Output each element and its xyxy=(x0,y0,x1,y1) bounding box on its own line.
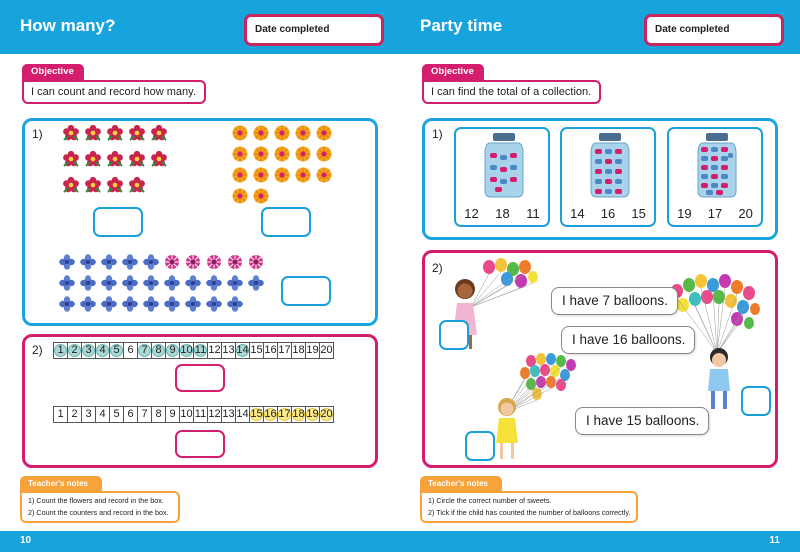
note-item: 1) Circle the correct number of sweets. xyxy=(428,496,552,505)
number-cell xyxy=(193,406,208,423)
number-cell xyxy=(165,342,180,359)
number-cell xyxy=(249,406,264,423)
cell-number: 17 xyxy=(278,344,291,356)
number-cell xyxy=(123,406,138,423)
cell-number: 20 xyxy=(320,408,333,420)
question-number: 1) xyxy=(32,127,43,141)
number-cell xyxy=(221,406,236,423)
jar-option[interactable]: 19 xyxy=(677,206,692,221)
page-header xyxy=(400,0,800,54)
cell-number: 15 xyxy=(250,408,263,420)
teachers-notes-box xyxy=(20,491,180,523)
number-cell xyxy=(193,342,208,359)
number-cell xyxy=(109,342,124,359)
jar-option[interactable]: 20 xyxy=(738,206,753,221)
jar-option[interactable]: 18 xyxy=(495,206,510,221)
cell-number: 10 xyxy=(180,344,193,356)
question-number: 1) xyxy=(432,127,443,141)
number-cell xyxy=(109,406,124,423)
child-icon xyxy=(708,348,730,409)
number-cell xyxy=(123,342,138,359)
sweet-jar-card-2[interactable] xyxy=(560,127,656,227)
number-cell xyxy=(207,406,222,423)
page-number: 11 xyxy=(769,535,780,546)
speech-bubble-2: I have 16 balloons. xyxy=(561,326,695,354)
number-cell xyxy=(235,406,250,423)
answer-box-track-2[interactable] xyxy=(175,430,225,458)
number-cell xyxy=(81,342,96,359)
cell-number: 2 xyxy=(71,344,78,356)
date-completed-field[interactable]: Date completed xyxy=(244,14,384,46)
sweet-jar-icon xyxy=(694,133,740,199)
page-header xyxy=(0,0,400,54)
number-cell xyxy=(221,342,236,359)
right-page xyxy=(400,0,800,552)
cell-number: 6 xyxy=(127,344,134,356)
number-cell xyxy=(95,406,110,423)
objective-text: I can count and record how many. xyxy=(22,80,206,104)
number-cell xyxy=(235,342,250,359)
jar-options xyxy=(669,206,761,221)
orange-flowers-group xyxy=(232,125,342,209)
cell-number: 13 xyxy=(222,408,235,420)
page-title: How many? xyxy=(20,16,116,35)
cell-number: 1 xyxy=(57,408,64,420)
date-completed-field[interactable]: Date completed xyxy=(644,14,784,46)
sweet-jar-icon xyxy=(481,133,527,199)
jar-option[interactable]: 12 xyxy=(464,206,479,221)
note-item: 2) Count the counters and record in the box. xyxy=(28,508,169,517)
cell-number: 17 xyxy=(278,408,291,420)
page-footer xyxy=(0,531,400,552)
number-cell xyxy=(319,406,334,423)
number-track-1 xyxy=(53,342,333,359)
objective-tab: Objective xyxy=(422,64,484,80)
number-cell xyxy=(263,406,278,423)
number-cell xyxy=(291,342,306,359)
number-cell xyxy=(305,342,320,359)
speech-bubble-3: I have 15 balloons. xyxy=(575,407,709,435)
number-cell xyxy=(137,342,152,359)
question-1-panel xyxy=(22,118,378,326)
number-cell xyxy=(151,342,166,359)
cell-number: 16 xyxy=(264,344,277,356)
cell-number: 11 xyxy=(194,344,207,356)
note-item: 2) Tick if the child has counted the number of balloons correctly. xyxy=(428,508,631,517)
jar-option[interactable]: 16 xyxy=(600,206,616,221)
number-cell xyxy=(53,342,68,359)
cell-number: 7 xyxy=(141,408,148,420)
answer-box-orange-flowers[interactable] xyxy=(261,207,311,237)
magenta-flower-icon xyxy=(165,255,263,269)
cell-number: 16 xyxy=(264,408,277,420)
number-cell xyxy=(179,342,194,359)
red-flower-icon xyxy=(63,125,167,192)
cell-number: 11 xyxy=(194,408,207,420)
page-title: Party time xyxy=(420,16,503,35)
child-icon xyxy=(496,398,518,459)
red-flowers-group xyxy=(63,125,179,201)
jar-options xyxy=(562,206,654,221)
jar-option[interactable]: 14 xyxy=(570,206,585,221)
number-cell xyxy=(67,342,82,359)
number-cell xyxy=(291,406,306,423)
cell-number: 12 xyxy=(208,344,221,356)
teachers-notes-tab: Teacher's notes xyxy=(420,476,502,492)
number-cell xyxy=(95,342,110,359)
number-cell xyxy=(207,342,222,359)
page-number: 10 xyxy=(20,535,32,546)
objective-tab: Objective xyxy=(22,64,84,80)
jar-option[interactable]: 11 xyxy=(526,206,540,221)
cell-number: 3 xyxy=(85,408,92,420)
number-cell xyxy=(53,406,68,423)
balloon-icon xyxy=(471,258,538,307)
child-with-balloons-3 xyxy=(491,351,591,463)
number-cell xyxy=(277,406,292,423)
cell-number: 9 xyxy=(169,408,176,420)
cell-number: 2 xyxy=(71,408,78,420)
number-cell xyxy=(249,342,264,359)
cell-number: 13 xyxy=(222,344,235,356)
question-number: 2) xyxy=(432,261,443,275)
number-cell xyxy=(179,406,194,423)
question-2-panel xyxy=(22,334,378,468)
number-cell xyxy=(165,406,180,423)
cell-number: 19 xyxy=(306,344,319,356)
speech-bubble-1: I have 7 balloons. xyxy=(551,287,678,315)
cell-number: 4 xyxy=(99,344,106,356)
cell-number: 19 xyxy=(306,408,319,420)
cell-number: 12 xyxy=(208,408,221,420)
number-cell xyxy=(67,406,82,423)
teachers-notes-tab: Teacher's notes xyxy=(20,476,102,492)
number-cell xyxy=(81,406,96,423)
number-cell xyxy=(277,342,292,359)
number-cell xyxy=(305,406,320,423)
question-2-panel xyxy=(422,250,778,468)
jar-options xyxy=(456,206,548,221)
cell-number: 4 xyxy=(99,408,106,420)
cell-number: 8 xyxy=(155,408,162,420)
note-item: 1) Count the flowers and record in the box. xyxy=(28,496,164,505)
cell-number: 6 xyxy=(127,408,134,420)
cell-number: 20 xyxy=(320,344,333,356)
answer-box-blue-flowers[interactable] xyxy=(281,276,331,306)
cell-number: 5 xyxy=(113,408,120,420)
orange-flower-icon xyxy=(233,126,332,204)
cell-number: 8 xyxy=(155,344,162,356)
balloon-icon xyxy=(505,353,576,413)
cell-number: 18 xyxy=(292,408,305,420)
cell-number: 9 xyxy=(169,344,176,356)
teachers-notes-box xyxy=(420,491,638,523)
sweet-jar-card-3[interactable] xyxy=(667,127,763,227)
number-cell xyxy=(319,342,334,359)
blue-magenta-flowers-group xyxy=(59,254,279,316)
number-cell xyxy=(263,342,278,359)
cell-number: 10 xyxy=(180,408,193,420)
cell-number: 14 xyxy=(236,408,249,420)
number-cell xyxy=(151,406,166,423)
tick-box-3[interactable] xyxy=(465,431,495,461)
sweet-jar-icon xyxy=(587,133,633,199)
cell-number: 18 xyxy=(292,344,305,356)
cell-number: 14 xyxy=(236,344,249,356)
cell-number: 5 xyxy=(113,344,120,356)
tick-box-1[interactable] xyxy=(439,320,469,350)
cell-number: 7 xyxy=(141,344,148,356)
cell-number: 3 xyxy=(85,344,92,356)
cell-number: 15 xyxy=(250,344,263,356)
sweet-jar-card-1[interactable] xyxy=(454,127,550,227)
number-cell xyxy=(137,406,152,423)
objective-text: I can find the total of a collection. xyxy=(422,80,601,104)
jar-option[interactable]: 17 xyxy=(707,206,723,221)
tick-box-2[interactable] xyxy=(741,386,771,416)
jar-option[interactable]: 15 xyxy=(631,206,646,221)
question-number: 2) xyxy=(32,343,43,357)
cell-number: 1 xyxy=(57,344,64,356)
answer-box-track-1[interactable] xyxy=(175,364,225,392)
page-footer xyxy=(400,531,800,552)
number-track-2 xyxy=(53,406,333,423)
answer-box-red-flowers[interactable] xyxy=(93,207,143,237)
